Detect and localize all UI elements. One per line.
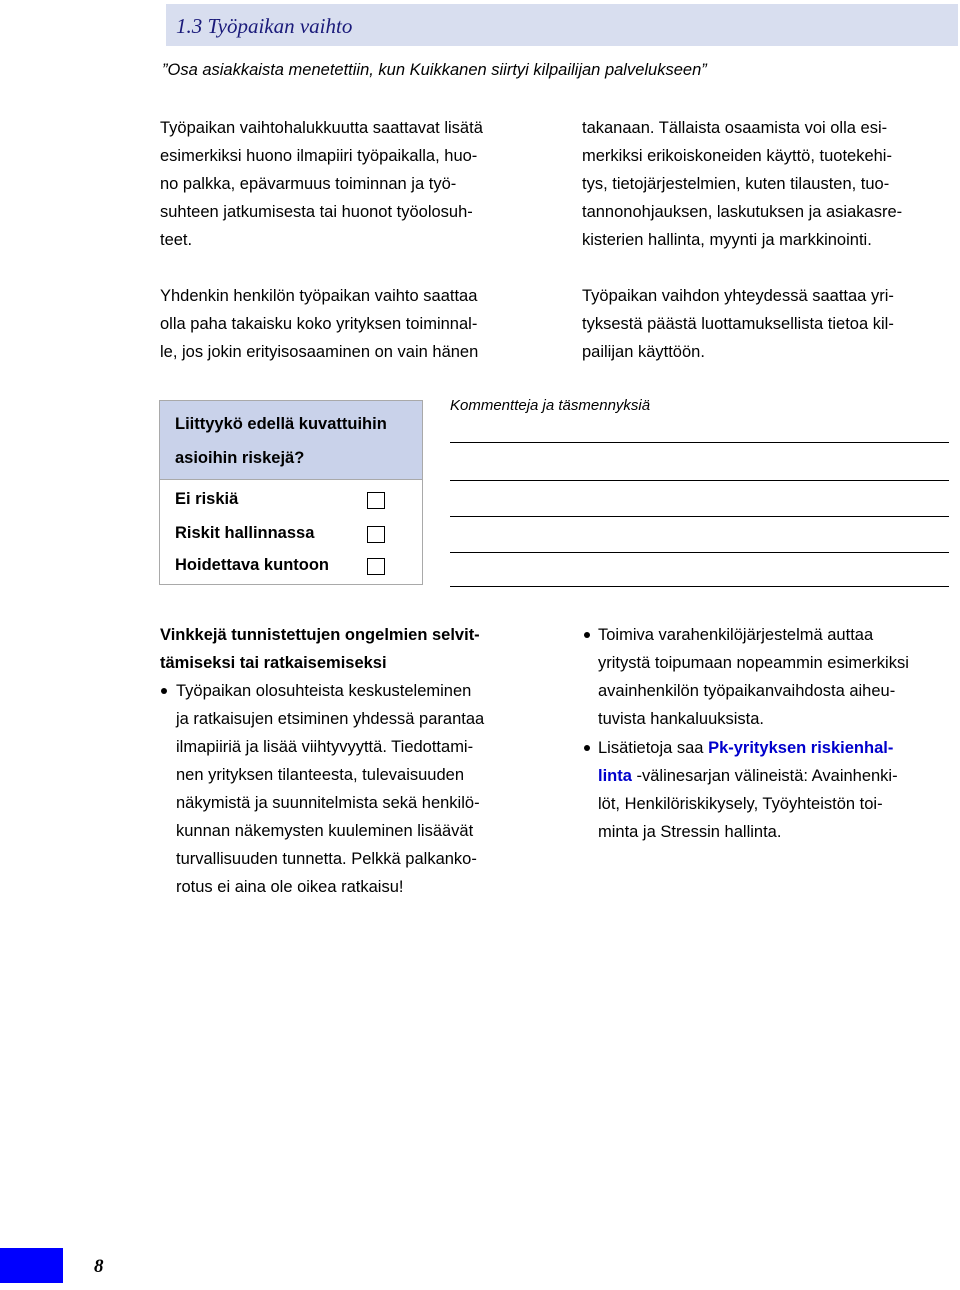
text-line: Toimiva varahenkilöjärjestelmä auttaa [598, 626, 874, 644]
risks-managed-checkbox[interactable] [367, 526, 385, 543]
section-heading-bar [166, 4, 958, 46]
text-line: avainhenkilön työpaikanvaihdosta aiheu- [598, 682, 896, 700]
risk-question-line: Liittyykö edellä kuvattuihin [175, 415, 387, 433]
text-line: kisterien hallinta, myynti ja markkinointi. [582, 231, 872, 249]
text-line: tys, tietojärjestelmien, kuten tilausten, tuo- [582, 175, 890, 193]
text-line: turvallisuuden tunnetta. Pelkkä palkanko- [176, 850, 477, 868]
text-line: minta ja Stressin hallinta. [598, 823, 782, 841]
text-line: tyksestä päästä luottamuksellista tietoa kil- [582, 315, 894, 333]
risk-assessment-box [159, 400, 423, 585]
text-line: rotus ei aina ole oikea ratkaisu! [176, 878, 404, 896]
text-line: Työpaikan vaihdon yhteydessä saattaa yri- [582, 287, 894, 305]
option-no-risk-label: Ei riskiä [175, 490, 239, 508]
page-number: 8 [94, 1256, 104, 1277]
right-paragraph-2 [582, 282, 960, 366]
pk-riskienhallinta-link-cont[interactable]: linta [598, 767, 632, 785]
risk-question-header [160, 401, 422, 480]
text-line: pailijan käyttöön. [582, 343, 705, 361]
text-fragment: -välinesarjan välineistä: Avainhenki- [631, 767, 898, 785]
pk-riskienhallinta-link[interactable]: Pk-yrityksen riskienhal- [708, 739, 894, 757]
tip-bullet-2 [598, 621, 909, 733]
text-line: ilmapiiriä ja lisää viihtyvyyttä. Tiedottami- [176, 738, 474, 756]
tip-bullet-3 [598, 734, 898, 846]
tips-title-line: tämiseksi tai ratkaisemiseksi [160, 654, 387, 672]
right-paragraph-1 [582, 114, 960, 254]
bullet-icon [161, 688, 167, 694]
comment-line[interactable] [450, 442, 949, 443]
text-line [598, 762, 898, 790]
text-line: näkymistä ja suunnitelmista sekä henkilö- [176, 794, 480, 812]
text-line: takanaan. Tällaista osaamista voi olla esi- [582, 119, 888, 137]
page-marker [0, 1248, 63, 1283]
text-line: löt, Henkilöriskikysely, Työyhteistön toi- [598, 795, 883, 813]
comment-line[interactable] [450, 552, 949, 553]
text-line: merkiksi erikoiskoneiden käyttö, tuotekehi- [582, 147, 892, 165]
text-line: kunnan näkemysten kuuleminen lisäävät [176, 822, 474, 840]
text-line: teet. [160, 231, 193, 249]
text-line: le, jos jokin erityisosaaminen on vain hänen [160, 343, 479, 361]
tips-title-line: Vinkkejä tunnistettujen ongelmien selvit- [160, 626, 480, 644]
text-line: olla paha takaisku koko yrityksen toiminnal- [160, 315, 478, 333]
left-paragraph-2 [160, 282, 530, 366]
tips-title [160, 621, 480, 677]
bullet-icon [584, 632, 590, 638]
text-line: ja ratkaisujen etsiminen yhdessä parantaa [176, 710, 485, 728]
quote: ”Osa asiakkaista menetettiin, kun Kuikkanen siirtyi kilpailijan palvelukseen” [162, 61, 707, 79]
left-paragraph-1 [160, 114, 530, 254]
needs-fixing-checkbox[interactable] [367, 558, 385, 575]
text-line: Yhdenkin henkilön työpaikan vaihto saattaa [160, 287, 478, 305]
text-line: tuvista hankaluuksista. [598, 710, 765, 728]
comment-line[interactable] [450, 516, 949, 517]
section-heading: 1.3 Työpaikan vaihto [176, 14, 353, 38]
text-line: esimerkiksi huono ilmapiiri työpaikalla, huo- [160, 147, 478, 165]
risk-question-line: asioihin riskejä? [175, 449, 305, 467]
text-line [598, 734, 898, 762]
text-fragment: Lisätietoja saa [598, 739, 709, 757]
comment-line[interactable] [450, 480, 949, 481]
comment-line[interactable] [450, 586, 949, 587]
option-needs-fixing-label: Hoidettava kuntoon [175, 556, 330, 574]
text-line: Työpaikan olosuhteista keskusteleminen [176, 682, 472, 700]
text-line: Työpaikan vaihtohalukkuutta saattavat lisätä [160, 119, 483, 137]
text-line: no palkka, epävarmuus toiminnan ja työ- [160, 175, 457, 193]
option-risks-managed-label: Riskit hallinnassa [175, 524, 315, 542]
text-line: yritystä toipumaan nopeammin esimerkiksi [598, 654, 909, 672]
text-line: nen yrityksen tilanteesta, tulevaisuuden [176, 766, 465, 784]
tip-bullet-1 [176, 677, 484, 901]
bullet-icon [584, 745, 590, 751]
no-risk-checkbox[interactable] [367, 492, 385, 509]
comments-label: Kommentteja ja täsmennyksiä [450, 397, 651, 414]
text-line: suhteen jatkumisesta tai huonot työolosuh- [160, 203, 473, 221]
text-line: tannonohjauksen, laskutuksen ja asiakasre- [582, 203, 903, 221]
